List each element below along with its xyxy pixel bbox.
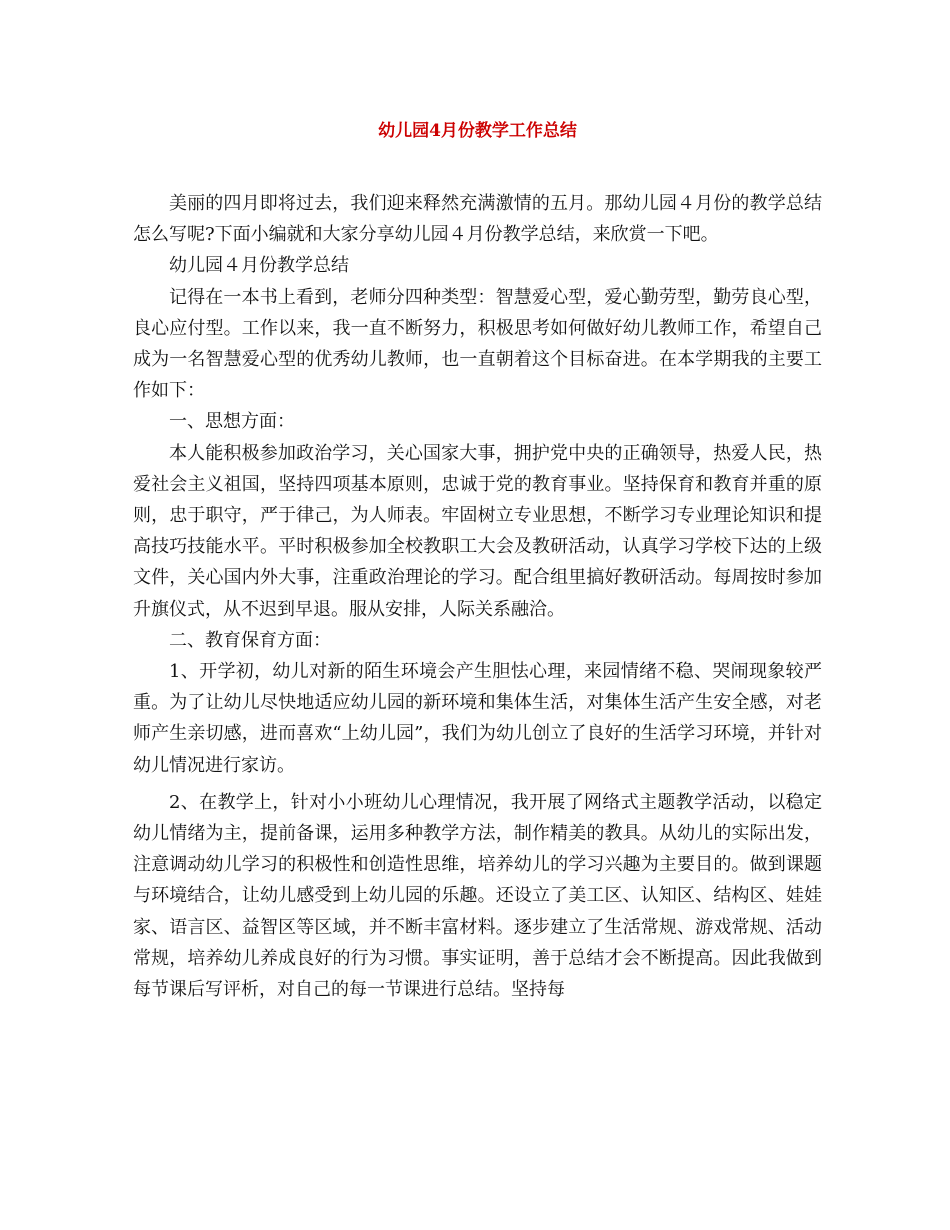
education-item-2: 2、在教学上，针对小小班幼儿心理情况，我开展了网络式主题教学活动，以稳定幼儿情绪为主，提前备课，运用多种教学方法，制作精美的教具。从幼儿的实际出发，注意调动幼儿学习的积极性和创造性思维，培养幼儿的学习兴趣为主要目的。做到课题与环境结合，让幼儿感受到上幼儿园的乐趣。还设立了美工区、认知区、结构区、娃娃家、语言区、益智区等区域，并不断丰富材料。逐步建立了生活常规、游戏常规、活动常规，培养幼儿养成良好的行为习惯。事实证明，善于总结才会不断提高。因此我做到每节课后写评析，对自己的每一节课进行总结。坚持每 xyxy=(133,791,822,1001)
teacher-types-paragraph: 记得在一本书上看到，老师分四种类型：智慧爱心型，爱心勤劳型，勤劳良心型，良心应付型。工作以来，我一直不断努力，积极思考如何做好幼儿教师工作，希望自己成为一名智慧爱心型的优秀幼儿教师，也一直朝着这个目标奋进。在本学期我的主要工作如下： xyxy=(133,286,822,402)
intro-paragraph: 美丽的四月即将过去，我们迎来释然充满激情的五月。那幼儿园４月份的教学总结怎么写呢?下面小编就和大家分享幼儿园４月份教学总结，来欣赏一下吧。 xyxy=(133,193,822,246)
section-heading-education: 二、教育保育方面： xyxy=(169,629,331,651)
document-body xyxy=(133,188,822,1005)
subtitle-paragraph: 幼儿园４月份教学总结 xyxy=(169,255,349,277)
ideology-paragraph: 本人能积极参加政治学习，关心国家大事，拥护党中央的正确领导，热爱人民，热爱社会主义祖国，坚持四项基本原则，忠诚于党的教育事业。坚持保育和教育并重的原则，忠于职守，严于律己，为人师表。牢固树立专业思想，不断学习专业理论知识和提高技巧技能水平。平时积极参加全校教职工大会及教研活动，认真学习学校下达的上级文件，关心国内外大事，注重政治理论的学习。配合组里搞好教研活动。每周按时参加升旗仪式，从不迟到早退。服从安排，人际关系融洽。 xyxy=(133,442,822,620)
education-item-1: 1、开学初，幼儿对新的陌生环境会产生胆怯心理，来园情绪不稳、哭闹现象较严重。为了让幼儿尽快地适应幼儿园的新环境和集体生活，对集体生活产生安全感，对老师产生亲切感，进而喜欢“上幼儿园”，我们为幼儿创立了良好的生活学习环境，并针对幼儿情况进行家访。 xyxy=(133,661,822,776)
document-title: 幼儿园4月份教学工作总结 xyxy=(378,121,577,141)
section-heading-ideology: 一、思想方面： xyxy=(169,411,295,433)
